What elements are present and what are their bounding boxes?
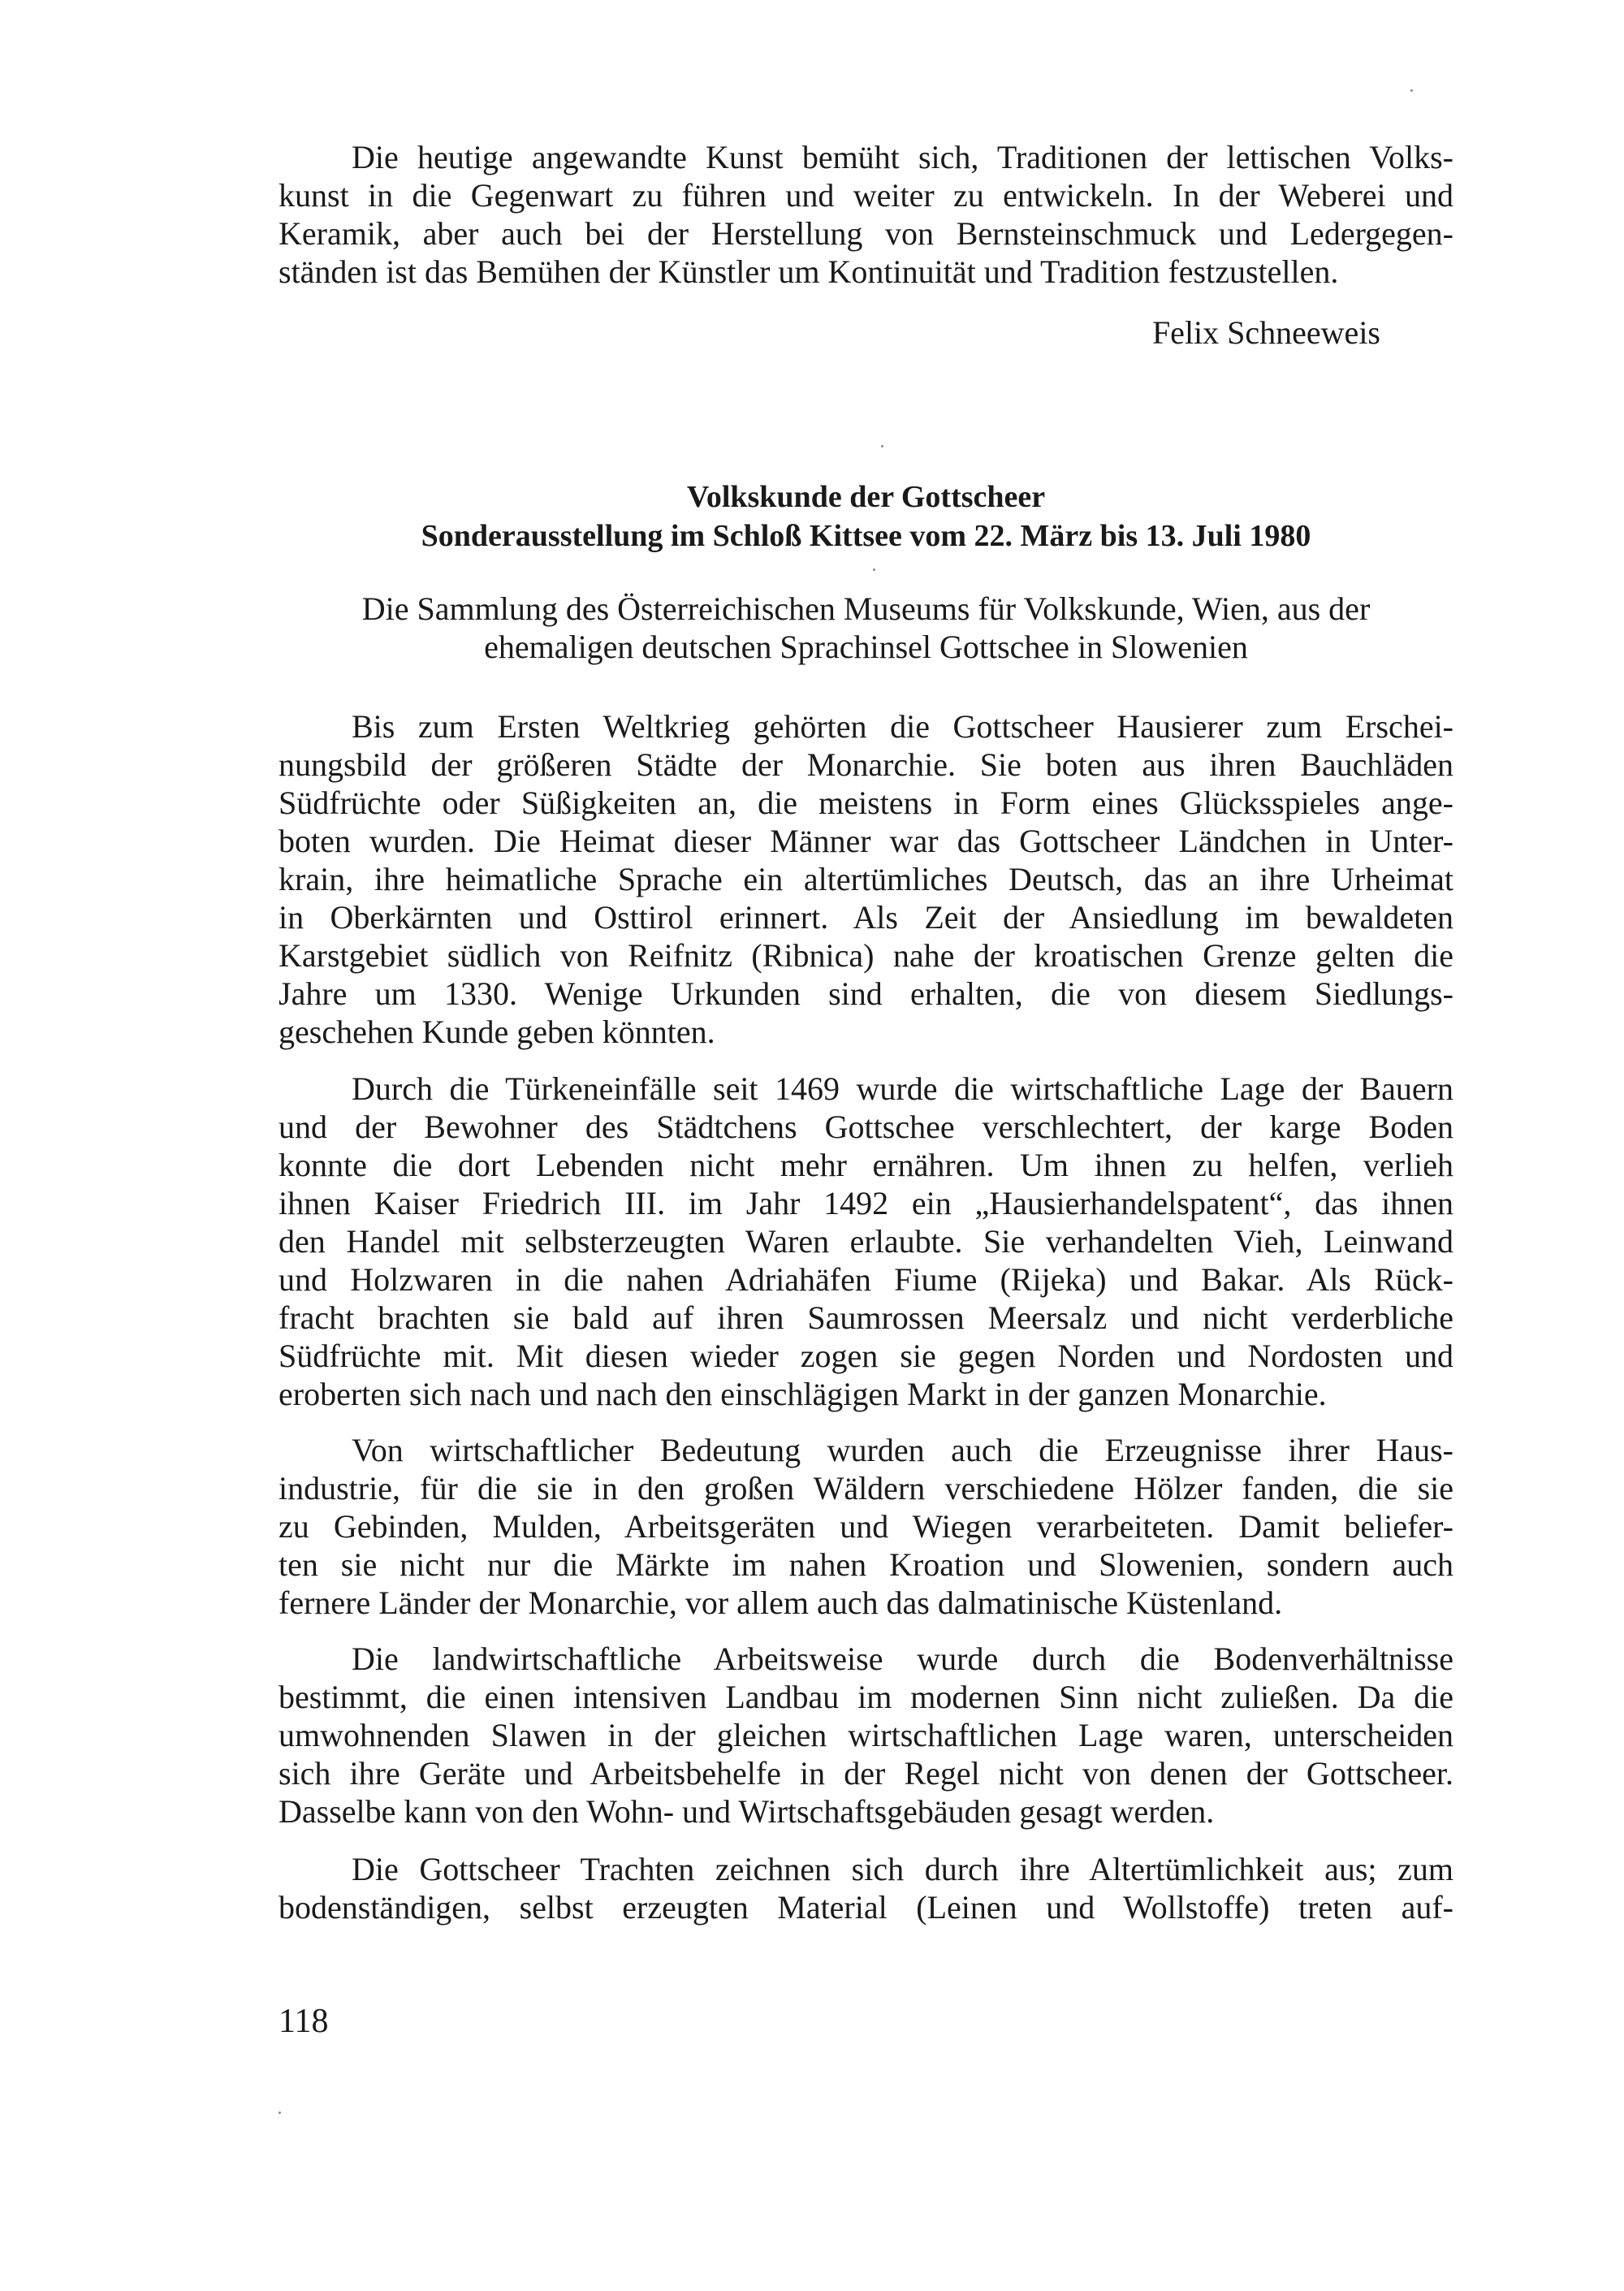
paragraph-house-industry [279, 1431, 1453, 1622]
text-line: sich ihre Geräte und Arbeitsbehelfe in der Regel nicht von denen der Gottscheer. [279, 1755, 1453, 1792]
text-line: Die heutige angewandte Kunst bemüht sich, Traditionen der lettischen Volks- [352, 139, 1453, 175]
scan-speck [1410, 89, 1413, 92]
text-line: zu Gebinden, Mulden, Arbeitsgeräten und Wiegen verarbeiteten. Damit beliefer- [279, 1508, 1453, 1545]
text-line: fernere Länder der Monarchie, vor allem auch das dalmatinische Küstenland. [279, 1584, 1283, 1621]
text-line: krain, ihre heimatliche Sprache ein altertümliches Deutsch, das an ihre Urheimat [279, 861, 1453, 897]
text-line: geschehen Kunde geben könnten. [279, 1014, 715, 1050]
text-line: ihnen Kaiser Friedrich III. im Jahr 1492 ein „Hausierhandelspatent“, das ihnen [279, 1185, 1453, 1221]
text-line: konnte die dort Lebenden nicht mehr ernähren. Um ihnen zu helfen, verlieh [279, 1147, 1453, 1183]
article-description-line-2: ehemaligen deutschen Sprachinsel Gottschee in Slowenien [484, 629, 1248, 665]
text-line: Keramik, aber auch bei der Herstellung von Bernsteinschmuck und Ledergegen- [279, 215, 1453, 252]
text-line: Dasselbe kann von den Wohn- und Wirtschaftsgebäuden gesagt werden. [279, 1793, 1215, 1830]
paragraph-turkish-invasions [279, 1070, 1453, 1413]
article-description-line-1: Die Sammlung des Österreichischen Museums für Volkskunde, Wien, aus der [361, 590, 1371, 627]
text-line: Südfrüchte mit. Mit diesen wieder zogen sie gegen Norden und Nordosten und [279, 1338, 1453, 1374]
text-line: Bis zum Ersten Weltkrieg gehörten die Gottscheer Hausierer zum Erschei- [352, 708, 1453, 745]
text-line: bodenständigen, selbst erzeugten Material (Leinen und Wollstoffe) treten auf- [279, 1889, 1453, 1926]
scan-speck [873, 568, 875, 571]
text-line: ten sie nicht nur die Märkte im nahen Kroation und Slowenien, sondern auch [279, 1546, 1453, 1583]
scan-speck [279, 2112, 281, 2114]
article-subtitle: Sonderausstellung im Schloß Kittsee vom 22. März bis 13. Juli 1980 [421, 519, 1311, 553]
paragraph-latvian-art [279, 138, 1453, 291]
text-line: in Oberkärnten und Osttirol erinnert. Als Zeit der Ansiedlung im bewaldeten [279, 899, 1453, 936]
text-line: ständen ist das Bemühen der Künstler um Kontinuität und Tradition festzustellen. [279, 253, 1339, 290]
text-line: Die landwirtschaftliche Arbeitsweise wurde durch die Bodenverhältnisse [352, 1640, 1453, 1677]
text-line: eroberten sich nach und nach den einschlägigen Markt in der ganzen Monarchie. [279, 1376, 1327, 1412]
text-line: Die Gottscheer Trachten zeichnen sich durch ihre Altertümlichkeit aus; zum [352, 1851, 1453, 1887]
text-line: Von wirtschaftlicher Bedeutung wurden auch die Erzeugnisse ihrer Haus- [352, 1432, 1453, 1468]
text-line: Durch die Türkeneinfälle seit 1469 wurde die wirtschaftliche Lage der Bauern [352, 1070, 1453, 1107]
author-signature: Felix Schneeweis [1151, 314, 1380, 351]
text-line: boten wurden. Die Heimat dieser Männer war das Gottscheer Ländchen in Unter- [279, 823, 1453, 859]
page-number: 118 [279, 2003, 329, 2040]
text-line: industrie, für die sie in den großen Wäldern verschiedene Hölzer fanden, die sie [279, 1470, 1453, 1506]
text-line: Jahre um 1330. Wenige Urkunden sind erhalten, die von diesem Siedlungs- [279, 975, 1453, 1012]
article-title: Volkskunde der Gottscheer [686, 480, 1046, 514]
text-line: und der Bewohner des Städtchens Gottschee verschlechtert, der karge Boden [279, 1109, 1453, 1145]
text-line: fracht brachten sie bald auf ihren Saumrossen Meersalz und nicht verderbliche [279, 1299, 1453, 1336]
text-line: nungsbild der größeren Städte der Monarchie. Sie boten aus ihren Bauchläden [279, 746, 1453, 783]
text-line: Südfrüchte oder Süßigkeiten an, die meistens in Form eines Glücksspieles ange- [279, 785, 1453, 821]
scan-speck [881, 445, 883, 447]
paragraph-agriculture [279, 1640, 1453, 1831]
text-line: den Handel mit selbsterzeugten Waren erlaubte. Sie verhandelten Vieh, Leinwand [279, 1223, 1453, 1260]
text-line: kunst in die Gegenwart zu führen und weiter zu entwickeln. In der Weberei und [279, 177, 1453, 214]
text-line: umwohnenden Slawen in der gleichen wirtschaftlichen Lage waren, unterscheiden [279, 1717, 1453, 1753]
paragraph-hawkers [279, 707, 1453, 1051]
text-line: und Holzwaren in die nahen Adriahäfen Fiume (Rijeka) und Bakar. Als Rück- [279, 1261, 1453, 1298]
paragraph-costumes [279, 1850, 1453, 1926]
text-line: bestimmt, die einen intensiven Landbau im modernen Sinn nicht zuließen. Da die [279, 1679, 1453, 1715]
text-line: Karstgebiet südlich von Reifnitz (Ribnica) nahe der kroatischen Grenze gelten die [279, 937, 1453, 974]
